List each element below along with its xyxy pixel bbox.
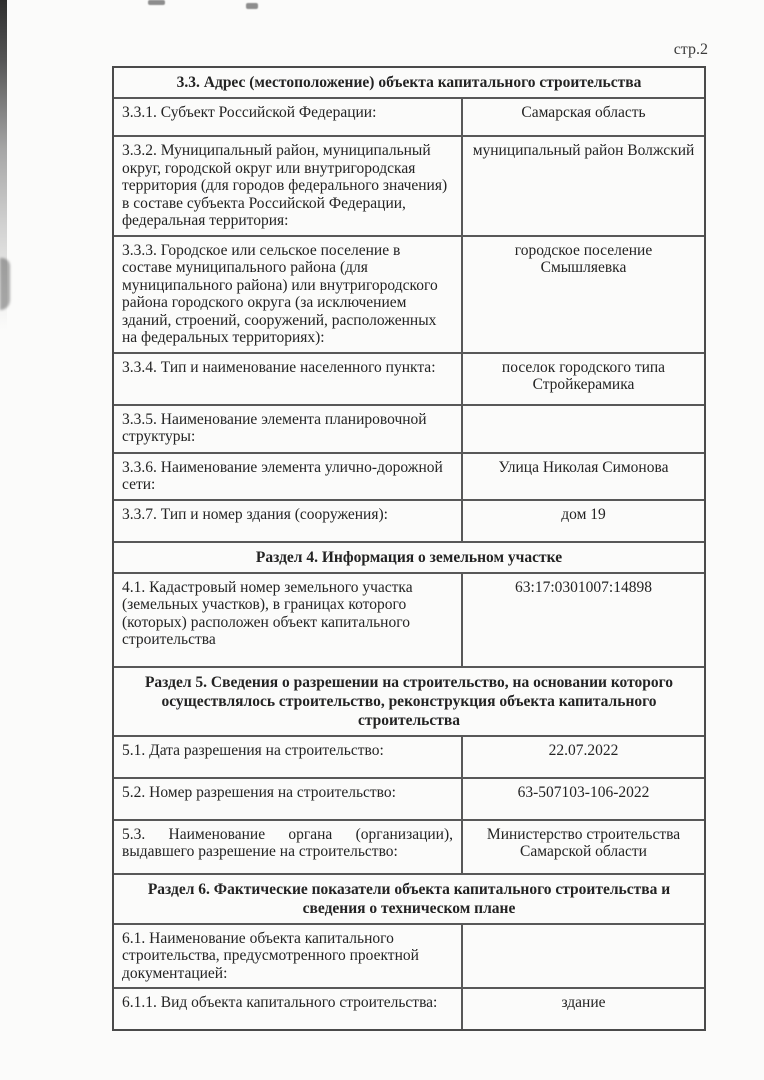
row-3-3-4 bbox=[114, 352, 704, 404]
field-label: 3.3.5. Наименование элемента планировочной структуры: bbox=[122, 410, 427, 445]
section-title: Раздел 6. Фактические показатели объекта капитального строительства и сведения о техническом плане bbox=[147, 880, 671, 917]
row-3-3-6 bbox=[114, 452, 704, 499]
field-label: 3.3.7. Тип и номер здания (сооружения): bbox=[122, 505, 388, 523]
field-value: здание bbox=[461, 989, 704, 1029]
field-label: 5.2. Номер разрешения на строительство: bbox=[122, 783, 396, 801]
section-header-4 bbox=[114, 541, 704, 572]
scan-edge-smudge bbox=[0, 258, 10, 310]
row-3-3-1 bbox=[114, 97, 704, 135]
field-label: 3.3.3. Городское или сельское поселение в составе муниципального района (для муниципального района) или внутригородского района городского округа (за исключением зданий, строений, сооружений, расположенных на федеральных территориях): bbox=[122, 241, 438, 346]
field-value: поселок городского типа Стройкерамика bbox=[461, 354, 704, 404]
section-header-5 bbox=[114, 666, 704, 735]
field-label: 3.3.1. Субъект Российской Федерации: bbox=[122, 104, 377, 121]
row-3-3-3 bbox=[114, 235, 704, 352]
row-5-3 bbox=[114, 819, 704, 873]
field-label: 3.3.4. Тип и наименование населенного пункта: bbox=[122, 358, 436, 376]
field-label: 4.1. Кадастровый номер земельного участка (земельных участков), в границах которого (которых) расположен объект капитального строительства bbox=[122, 578, 413, 648]
field-value bbox=[461, 406, 704, 452]
scan-artifact-mark bbox=[148, 0, 165, 5]
field-value: Улица Николая Симонова bbox=[461, 454, 704, 499]
row-5-1 bbox=[114, 735, 704, 777]
row-6-1-1 bbox=[114, 987, 704, 1029]
field-label: 5.1. Дата разрешения на строительство: bbox=[122, 741, 384, 759]
section-title: Раздел 5. Сведения о разрешении на строительство, на основании которого осуществлялось строительство, реконструкция объекта капитального строительства bbox=[144, 673, 674, 729]
row-3-3-7 bbox=[114, 499, 704, 541]
field-value: городское поселение Смышляевка bbox=[461, 237, 704, 352]
field-value: дом 19 bbox=[461, 501, 704, 541]
field-value: 63:17:0301007:14898 bbox=[461, 574, 704, 666]
row-4-1 bbox=[114, 572, 704, 666]
section-title: 3.3. Адрес (местоположение) объекта капитального строительства bbox=[176, 74, 642, 91]
field-label: 3.3.2. Муниципальный район, муниципальный округ, городской округ или внутригородская территория (для городов федерального значения) в составе субъекта Российской Федерации, федеральная территория: bbox=[122, 142, 448, 229]
row-5-2 bbox=[114, 777, 704, 819]
row-6-1 bbox=[114, 923, 704, 988]
document-table bbox=[112, 66, 706, 1031]
field-label: 5.3. Наименование органа (организации), выдавшего разрешение на строительство: bbox=[122, 825, 453, 860]
scan-artifact-mark bbox=[246, 3, 258, 9]
field-value: 22.07.2022 bbox=[461, 737, 704, 777]
field-label: 6.1.1. Вид объекта капитального строительства: bbox=[122, 994, 438, 1011]
row-3-3-5 bbox=[114, 404, 704, 452]
row-3-3-2 bbox=[114, 135, 704, 235]
field-value: Министерство строительства Самарской области bbox=[461, 821, 704, 873]
field-value: Самарская область bbox=[461, 99, 704, 135]
section-title: Раздел 4. Информация о земельном участке bbox=[255, 548, 563, 566]
field-label: 6.1. Наименование объекта капитального строительства, предусмотренного проектной документацией: bbox=[122, 929, 419, 982]
section-header-3-3 bbox=[114, 68, 704, 97]
field-value bbox=[461, 925, 704, 988]
field-value: 63-507103-106-2022 bbox=[461, 779, 704, 819]
field-label: 3.3.6. Наименование элемента улично-дорожной сети: bbox=[122, 458, 443, 493]
section-header-6 bbox=[114, 873, 704, 923]
page-number: стр.2 bbox=[673, 41, 708, 58]
field-value: муниципальный район Волжский bbox=[461, 137, 704, 235]
